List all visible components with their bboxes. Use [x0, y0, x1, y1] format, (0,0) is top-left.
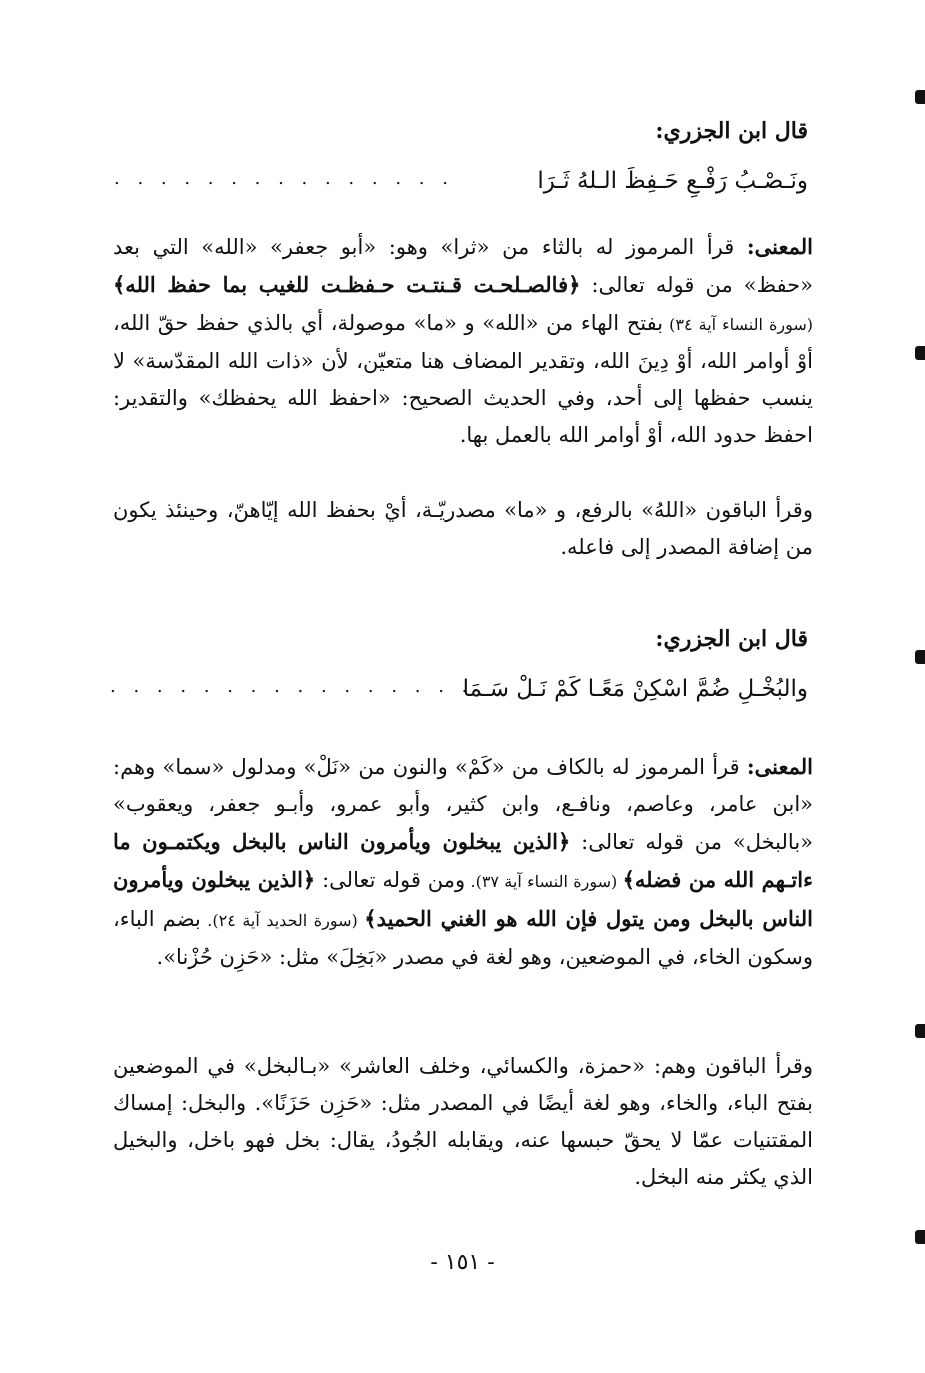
paragraph-text: قرأ المرموز له بالكاف من «كَمْ» والنون من «نَلْ» ومدلول «سما» وهم: «ابن عامر، وعاصم، ونافـع، وابن كثير، وأبو عمرو، وأبـو جعفر، ويعقوب» «بالبخل» من قوله تعالى: [113, 755, 814, 854]
paragraph-text: بفتح الهاء من «الله» و «ما» موصولة، أي بالذي حفظ حقّ الله، أوْ أوامر الله، أوْ دِينَ الله، وتقدير المضاف هنا متعيّن، لأن «ذات الله المقدّسة» لا ينسب حفظها إلى أحد، وفي الحديث الصحيح: «احفظ الله يحفظك» والتقدير: احفظ حدود الله، أوْ أوامر الله بالعمل بها. [113, 311, 813, 447]
verse-dots: . . . . . . . . . . . . . . . [114, 168, 454, 189]
readers-paragraph: وقرأ الباقون وهم: «حمزة، والكسائي، وخلف العاشر» «بـالبخل» في الموضعين بفتح الباء، والخاء، وهو لغة أيضًا في المصدر مثل: «حَزِن حَزَنًا». والبخل: إمساك المقتنيات عمّا لا يحقّ حبسها عنه، ويقابله الجُودُ، يقال: بخل فهو باخل، والبخيل الذي يكثر منه البخل. [113, 1054, 813, 1189]
edge-mark [915, 90, 925, 104]
section-heading: قال ابن الجزري: [655, 118, 808, 144]
quran-quote: ﴿الذين يبخلون ويأمرون الناس بالبخل ومن يتول فإن الله هو الغني الحميد﴾ [113, 867, 813, 931]
poem-verse [108, 168, 808, 208]
meaning-label: المعنى: [746, 234, 813, 259]
poem-verse [108, 676, 808, 716]
verse-dots: . . . . . . . . . . . . . . . . [110, 676, 474, 697]
paragraph-text: بضم الباء، وسكون الخاء، في الموضعين، وهو لغة في مصدر «بَخِلَ» مثل: «حَزِن حُزْنا». [113, 907, 813, 969]
explanation-paragraph [113, 748, 813, 976]
meaning-label: المعنى: [746, 754, 813, 779]
surah-reference: (سورة الحديد آية ٢٤). [200, 911, 365, 930]
edge-mark [915, 346, 925, 360]
edge-mark [915, 650, 925, 664]
page-number: - ١٥١ - [430, 1250, 495, 1275]
verse-text: ونَـصْـبُ رَفْـعِ حَـفِظَ الـلهُ ثَـرَا [537, 168, 808, 194]
surah-reference: (سورة النساء آية ٣٤) [663, 315, 813, 334]
verse-text: والبُخْـلِ ضُمَّ اسْكِنْ مَعًـا كَمْ نَـلْ سَـمَا [462, 676, 808, 702]
readers-paragraph: وقرأ الباقون «اللهُ» بالرفع، و «ما» مصدريّـة، أيْ بحفظ الله إيّاهنّ، وحينئذ يكون من إضافة المصدر إلى فاعله. [113, 498, 813, 559]
paragraph-text: ومن قوله تعالى: [315, 868, 466, 892]
section-heading: قال ابن الجزري: [655, 626, 808, 652]
surah-reference: (سورة النساء آية ٣٧). [465, 872, 623, 891]
explanation-paragraph [113, 228, 813, 454]
quran-quote: ﴿الذين يبخلون ويأمرون الناس بالبخل ويكتمـون ما ءاتـهم الله من فضله﴾ [113, 829, 813, 892]
paragraph-text: قرأ المرموز له بالثاء من «ثرا» وهو: «أبو جعفر» «الله» التي بعد «حفظ» من قوله تعالى: [113, 235, 813, 297]
edge-mark [915, 1024, 925, 1038]
quran-quote: ﴿فالصـلحـت قـنتـت حـفظـت للغيب بما حفظ الله﴾ [113, 272, 581, 297]
edge-mark [915, 1230, 925, 1244]
